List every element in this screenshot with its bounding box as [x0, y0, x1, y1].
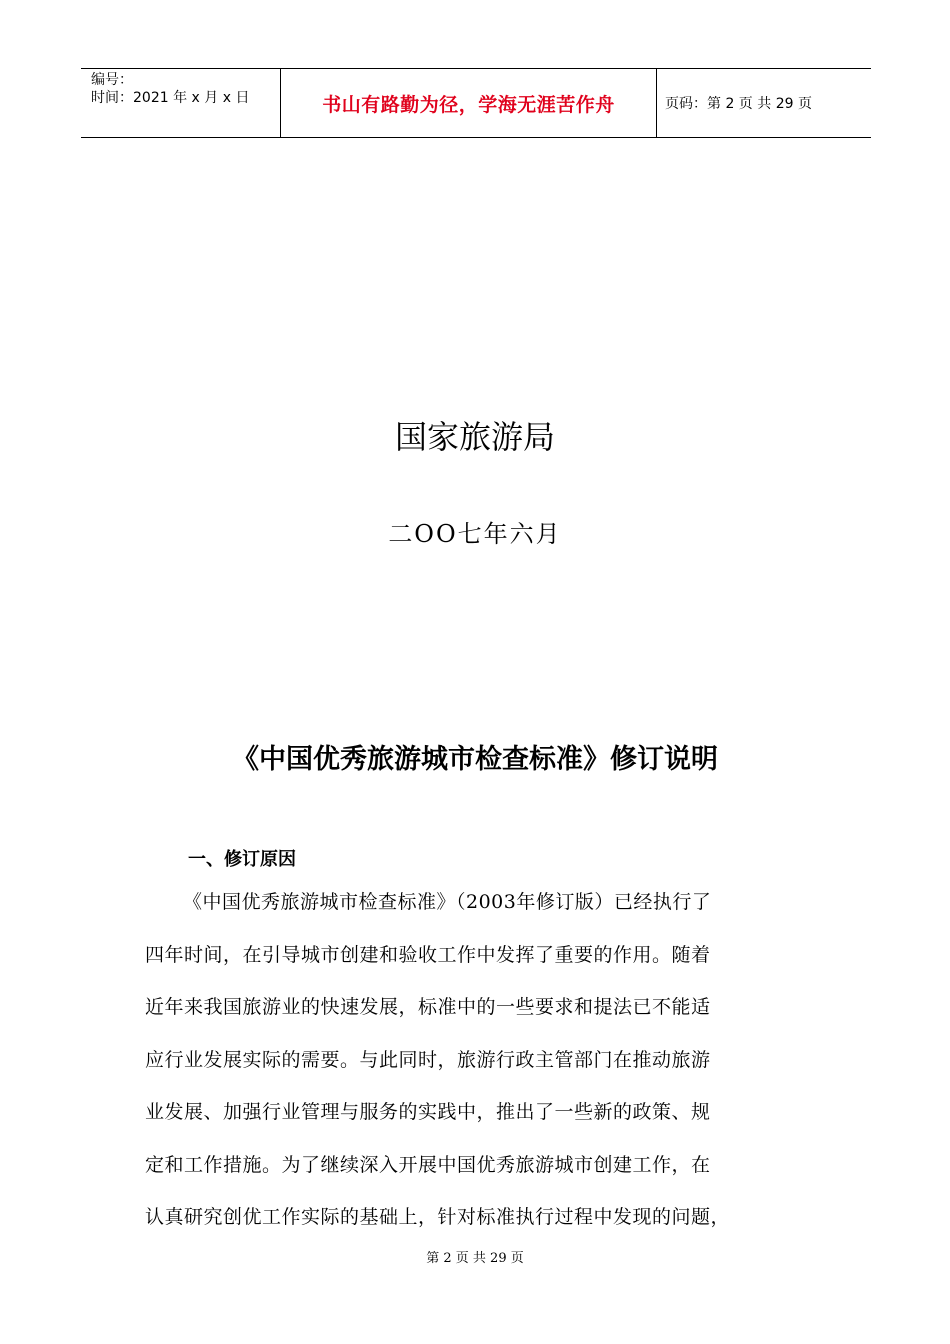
document-title: 《中国优秀旅游城市检查标准》修订说明	[232, 744, 718, 775]
time-label: 时间：2021 年 x 月 x 日	[91, 90, 250, 106]
body-paragraph	[145, 888, 810, 1256]
body-line: 近年来我国旅游业的快速发展，标准中的一些要求和提法已不能适	[145, 996, 711, 1018]
cover-date: 二OO七年六月	[388, 520, 562, 548]
header-left-cell	[81, 69, 281, 137]
header-page-code: 页码：第 2 页 共 29 页	[665, 96, 812, 112]
organization-title: 国家旅游局	[394, 418, 555, 456]
body-line: 《中国优秀旅游城市检查标准》（2003年修订版）已经执行了	[183, 891, 712, 913]
page-footer: 第 2 页 共 29 页	[426, 1251, 524, 1266]
body-line: 应行业发展实际的需要。与此同时，旅游行政主管部门在推动旅游	[145, 1048, 711, 1071]
body-line: 定和工作措施。为了继续深入开展中国优秀旅游城市创建工作，在	[145, 1153, 711, 1176]
section-heading: 一、修订原因	[188, 849, 296, 870]
body-line: 四年时间，在引导城市创建和验收工作中发挥了重要的作用。随着	[145, 943, 711, 966]
body-line: 业发展、加强行业管理与服务的实践中，推出了一些新的政策、规	[145, 1101, 711, 1123]
header-motto: 书山有路勤为径，学海无涯苦作舟	[281, 69, 657, 137]
header-table	[81, 68, 871, 138]
body-line: 认真研究创优工作实际的基础上，针对标准执行过程中发现的问题，	[145, 1206, 731, 1228]
number-label: 编号：	[91, 72, 133, 88]
